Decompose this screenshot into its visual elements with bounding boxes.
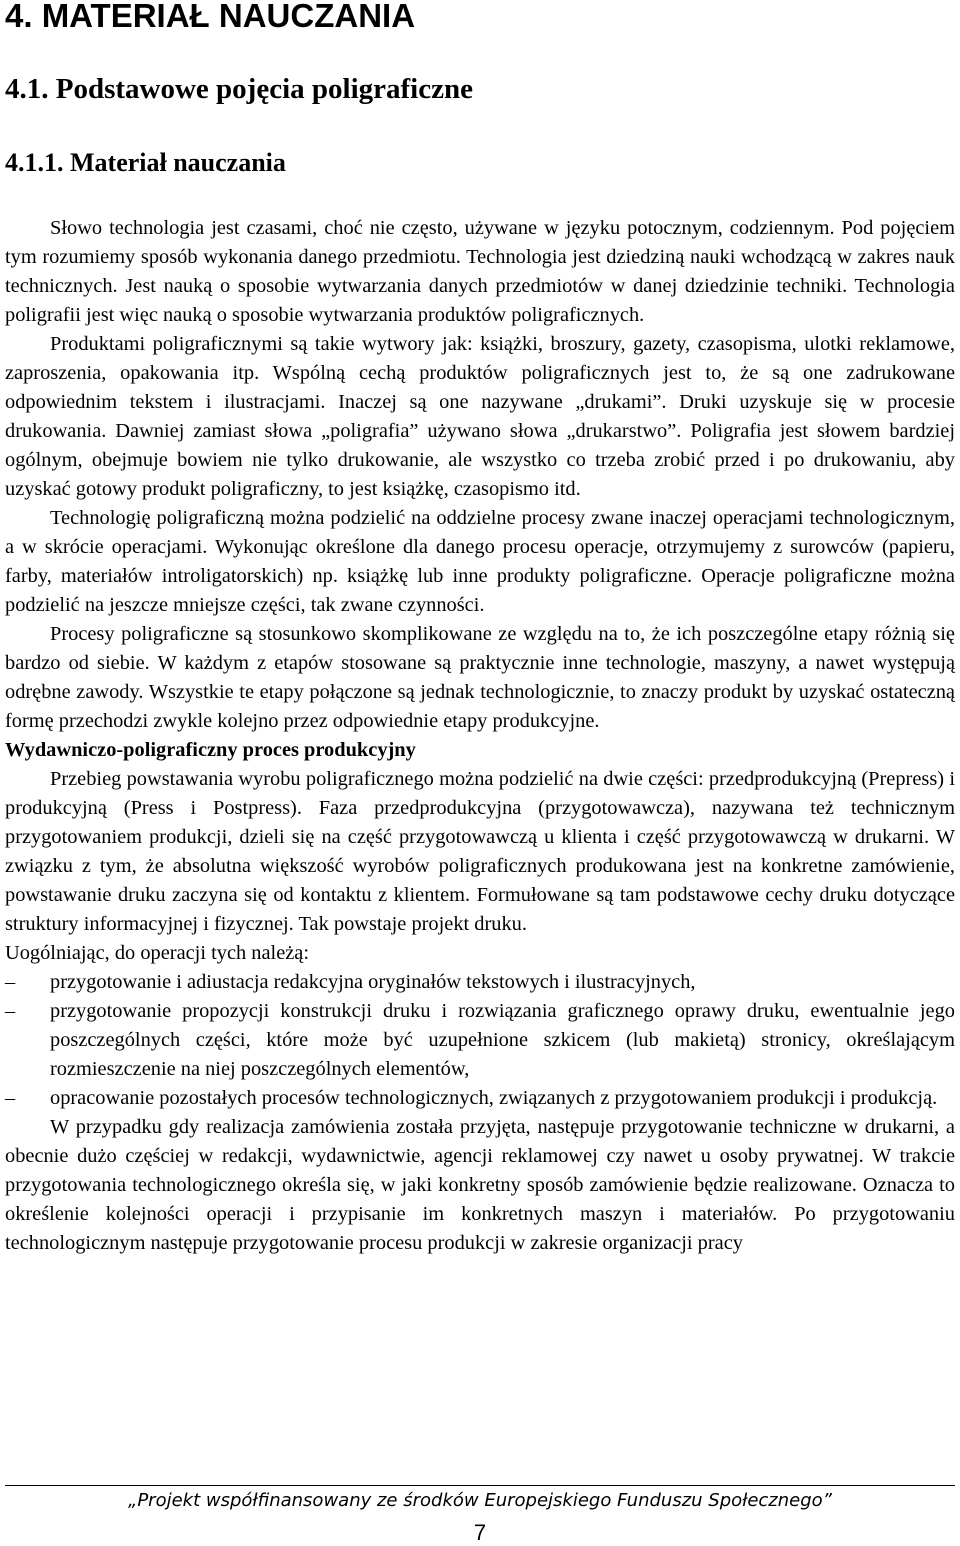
list-item [5, 997, 955, 1084]
list-item-text: opracowanie pozostałych procesów technologicznych, związanych z przygotowaniem produkcji i produkcją. [50, 1087, 938, 1109]
paragraph-6: W przypadku gdy realizacja zamówienia została przyjęta, następuje przygotowanie techniczne w drukarni, a obecnie dużo częściej w redakcji, wydawnictwie, agencji reklamowej czy nawet u osoby prywatnej. W trakcie przygotowania technologicznego określa się, w jaki konkretny sposób zamówienie będzie realizowane. Oznacza to określenie kolejności operacji i przypisanie im konkretnych maszyn i materiałów. Po przygotowaniu technologicznym następuje przygotowanie procesu produkcji w zakresie organizacji pracy [5, 1116, 955, 1254]
footer-divider [5, 1485, 955, 1486]
body-text [5, 214, 955, 1258]
process-subheading: Wydawniczo-poligraficzny proces produkcyjny [5, 739, 416, 761]
chapter-heading: 4. MATERIAŁ NAUCZANIA [5, 0, 416, 34]
list-item [5, 968, 955, 997]
list-intro: Uogólniając, do operacji tych należą: [5, 942, 310, 964]
dash-bullet: – [5, 1000, 16, 1022]
paragraph-3: Technologię poligraficzną można podzielić na oddzielne procesy zwane inaczej operacjami technologicznym, a w skrócie operacjami. Wykonując określone dla danego procesu operacje, otrzymujemy z surowców (papieru, farby, materiałów introligatorskich) np. książkę lub inne produkty poligraficzne. Operacje poligraficzne można podzielić na jeszcze mniejsze części, tak zwane czynności. [5, 507, 955, 616]
paragraph-5: Przebieg powstawania wyrobu poligraficznego można podzielić na dwie części: przedprodukcyjną (Prepress) i produkcyjną (Press i Postpress). Faza przedprodukcyjna (przygotowawcza), nazywana też technicznym przygotowaniem produkcji, dzieli się na część przygotowawczą u klienta i część przygotowawczą w drukarni. W związku z tym, że absolutna większość wyrobów poligraficznych produkowana jest na konkretne zamówienie, powstawanie druku zaczyna się od kontaktu z klientem. Formułowane są tam podstawowe cechy druku dotyczące struktury informacyjnej i fizycznej. Tak powstaje projekt druku. [5, 768, 955, 935]
footer-note: „Projekt współfinansowany ze środków Europejskiego Funduszu Społecznego” [128, 1490, 832, 1511]
paragraph-4: Procesy poligraficzne są stosunkowo skomplikowane ze względu na to, że ich poszczególne etapy różnią się bardzo od siebie. W każdym z etapów stosowane są praktycznie inne technologie, maszyny, a nawet występują odrębne zawody. Wszystkie te etapy połączone są jednak technologicznie, to znaczy produkt by uzyskać ostateczną formę przechodzi zwykle kolejno przez odpowiednie etapy produkcyjne. [5, 623, 955, 732]
dash-bullet: – [5, 971, 16, 993]
paragraph-2: Produktami poligraficznymi są takie wytwory jak: książki, broszury, gazety, czasopisma, ulotki reklamowe, zaproszenia, opakowania itp. Wspólną cechą produktów poligraficznych jest to, że są one zadrukowane odpowiednim tekstem i ilustracjami. Inaczej są one nazywane „drukami”. Druki uzyskuje się w procesie drukowania. Dawniej zamiast słowa „poligrafia” używano słowa „drukarstwo”. Poligrafia jest słowem bardziej ogólnym, obejmuje bowiem nie tylko drukowanie, ale wszystko co trzeba zrobić przed i po drukowaniu, aby uzyskać gotowy produkt poligraficzny, to jest książkę, czasopismo itd. [5, 333, 955, 500]
operations-list [5, 968, 955, 1113]
paragraph-1: Słowo technologia jest czasami, choć nie często, używane w języku potocznym, codziennym. Pod pojęciem tym rozumiemy sposób wykonania danego przedmiotu. Technologia jest dziedziną nauki wchodzącą w zakres nauk technicznych. Jest nauką o sposobie wytwarzania danych przedmiotów w danej dziedzinie techniki. Technologia poligrafii jest więc nauką o sposobie wytwarzania produktów poligraficznych. [5, 217, 955, 326]
list-item-text: przygotowanie propozycji konstrukcji druku i rozwiązania graficznego oprawy druku, ewentualnie jego poszczególnych części, które może być uzupełnione szkicem (lub makietą) stronicy, określającym rozmieszczenie na niej poszczególnych elementów, [50, 1000, 955, 1080]
section-heading: 4.1. Podstawowe pojęcia poligraficzne [5, 73, 473, 105]
dash-bullet: – [5, 1087, 16, 1109]
list-item-text: przygotowanie i adiustacja redakcyjna oryginałów tekstowych i ilustracyjnych, [50, 971, 696, 993]
subsection-heading: 4.1.1. Materiał nauczania [5, 148, 286, 177]
page-number: 7 [473, 1520, 487, 1545]
list-item [5, 1084, 955, 1113]
